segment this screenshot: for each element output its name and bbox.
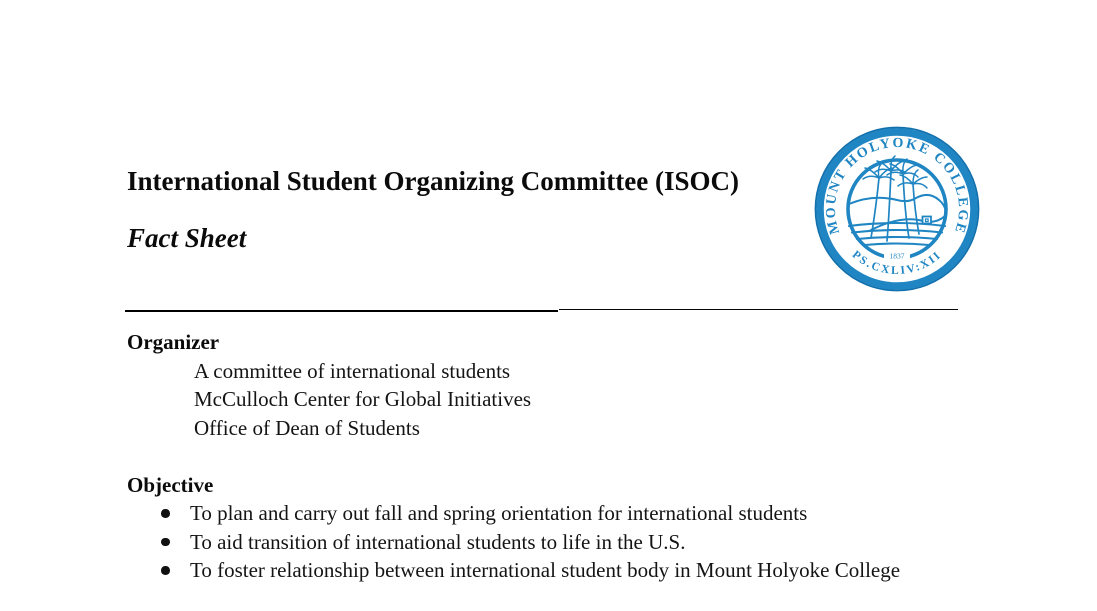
college-seal-icon <box>813 126 981 294</box>
page-title: International Student Organizing Committee (ISOC) <box>127 166 739 196</box>
organizer-line: Office of Dean of Students <box>194 415 420 440</box>
objective-bullet-text: To foster relationship between international student body in Mount Holyoke College <box>190 558 901 582</box>
seal-top-text: MOUNT HOLYOKE COLLEGE <box>823 135 971 237</box>
seal-building <box>923 217 932 224</box>
organizer-line: A committee of international students <box>194 358 511 383</box>
bullet-icon <box>161 566 170 575</box>
document-body <box>127 328 1007 585</box>
horizontal-rule-left-segment <box>125 310 558 312</box>
bullet-icon <box>161 538 170 547</box>
mount-holyoke-college-seal-logo <box>813 126 981 294</box>
organizer-heading: Organizer <box>127 330 220 354</box>
horizontal-rule-right-segment <box>559 309 958 311</box>
objective-bullet-item <box>127 556 1007 585</box>
objective-bullet-item <box>127 528 1007 557</box>
objective-heading: Objective <box>127 472 214 497</box>
objective-bullet-item <box>127 499 1007 528</box>
blank-line <box>127 442 1007 471</box>
seal-bottom-text: PS.CXLIV:XII <box>849 248 945 278</box>
horizontal-rule <box>125 307 958 312</box>
seal-year-text: 1837 <box>889 251 905 261</box>
organizer-line: McCulloch Center for Global Initiatives <box>194 387 532 411</box>
page-subtitle: Fact Sheet <box>127 223 247 253</box>
objective-bullet-text: To aid transition of international students to life in the U.S. <box>190 529 686 554</box>
bullet-icon <box>161 509 170 518</box>
objective-bullet-text: To plan and carry out fall and spring orientation for international students <box>190 501 808 525</box>
